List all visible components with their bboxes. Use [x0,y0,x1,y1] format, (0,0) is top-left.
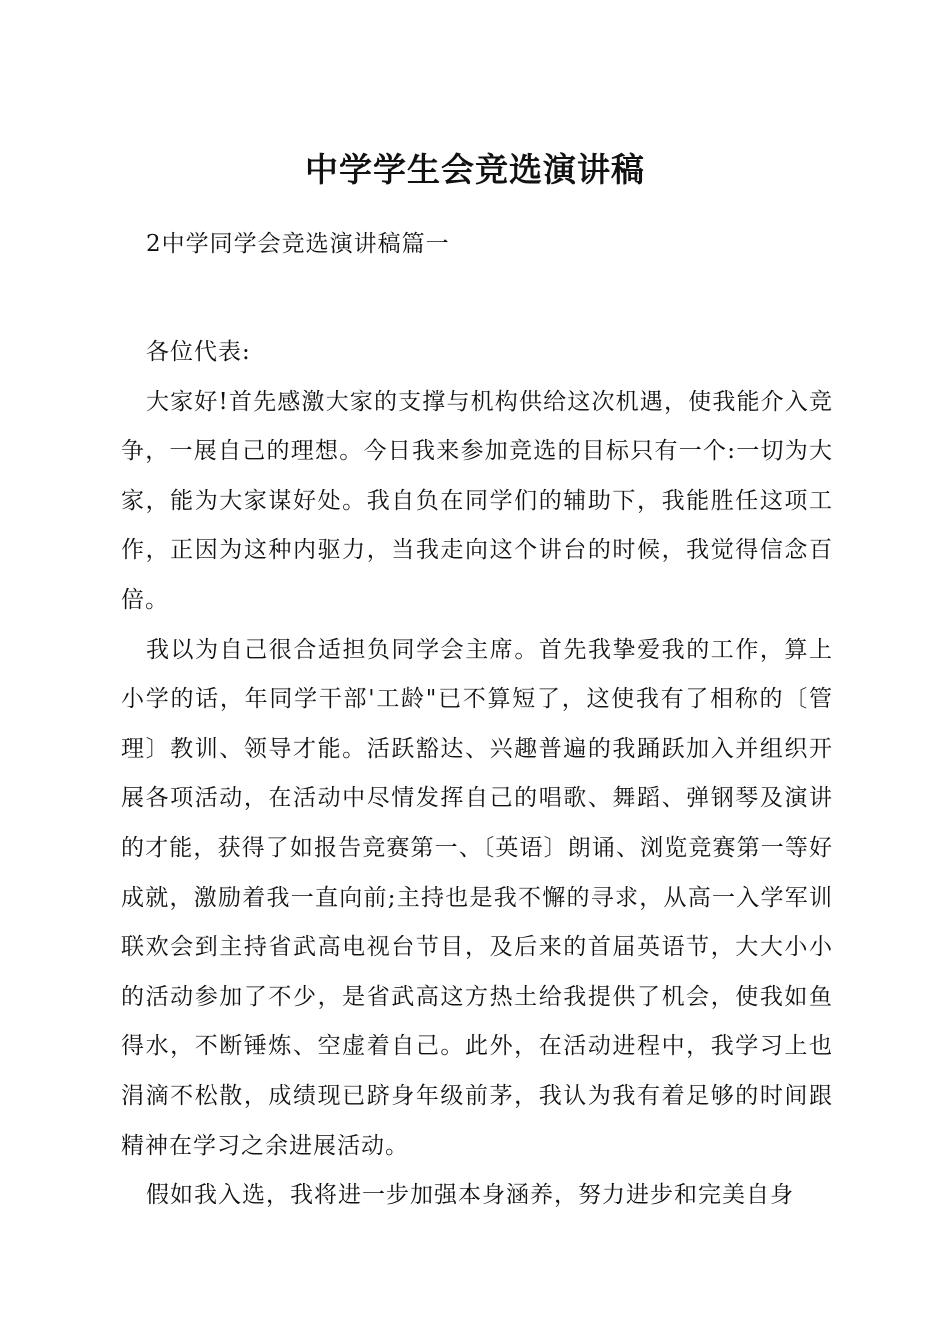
paragraph-promise: 假如我入选，我将进一步加强本身涵养，努力进步和完美自身 [146,1182,794,1209]
paragraph-greeting: 大家好!首先感激大家的支撑与机构供给这次机遇，使我能介入竞争，一展自己的理想。今日我来参加竞选的目标只有一个:一切为大家，能为大家谋好处。我自负在同学们的辅助下，我能胜任这项工作，正因为这种内驱力，当我走向这个讲台的时候，我觉得信念百倍。 [121,388,833,613]
paragraph-salutation: 各位代表: [146,339,251,365]
document-subtitle: 2中学同学会竞选演讲稿篇一 [146,231,450,257]
document-body [121,328,833,1221]
document-title: 中学学生会竞选演讲稿 [305,150,645,189]
paragraph-qualifications: 我以为自己很合适担负同学会主席。首先我挚爱我的工作，算上小学的话，年同学干部'工龄"已不算短了，这使我有了相称的〔管理〕教训、领导才能。活跃豁达、兴趣普遍的我踊跃加入并组织开展各项活动，在活动中尽情发挥自己的唱歌、舞蹈、弹钢琴及演讲的才能，获得了如报告竞赛第一、〔英语〕朗诵、浏览竞赛第一等好成就，激励着我一直向前;主持也是我不懈的寻求，从高一入学军训联欢会到主持省武高电视台节目，及后来的首届英语节，大大小小的活动参加了不少，是省武高这方热土给我提供了机会，使我如鱼得水，不断锤炼、空虚着自己。此外，在活动进程中，我学习上也涓滴不松散，成绩现已跻身年级前茅，我认为我有着足够的时间跟精神在学习之余进展活动。 [121,636,833,1159]
